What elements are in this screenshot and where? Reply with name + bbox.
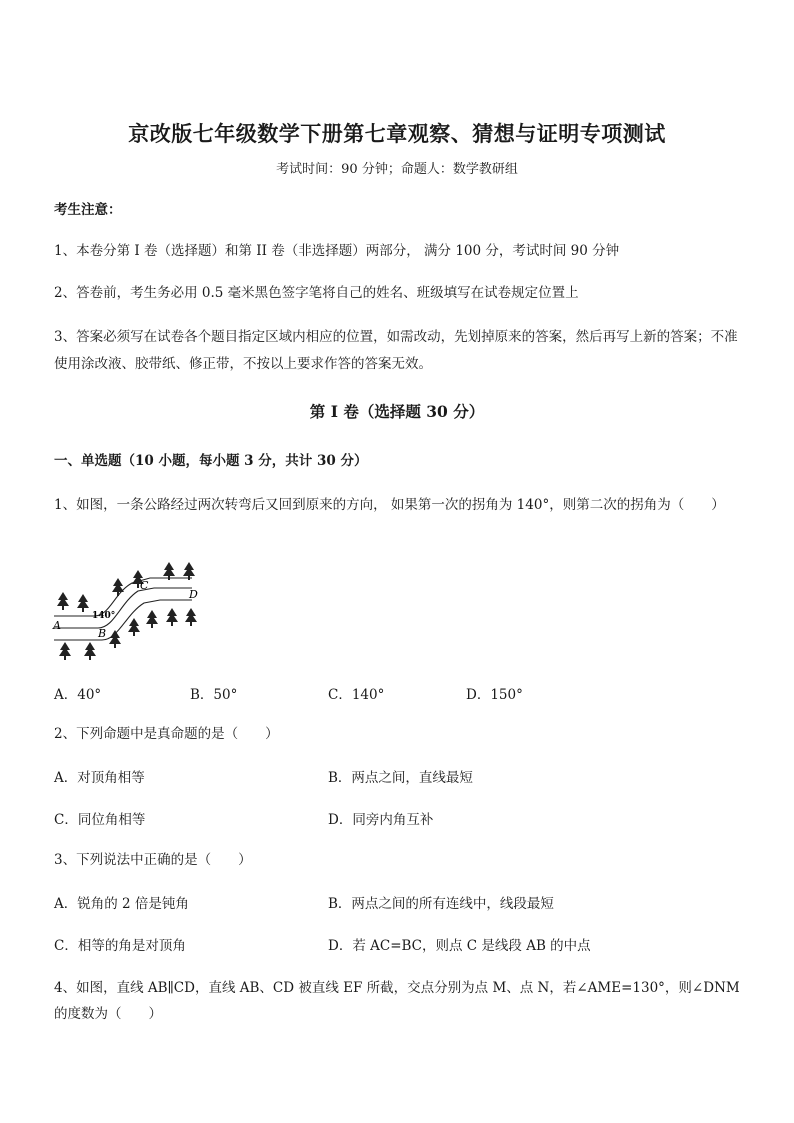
question-4-stem: 4、如图，直线 AB∥CD，直线 AB、CD 被直线 EF 所截，交点分别为点 M、点 N，若∠AME=130°，则∠DNM 的度数为（ ）: [54, 980, 740, 1022]
part-heading: 一、单选题（10 小题，每小题 3 分，共计 30 分）: [54, 453, 368, 469]
road-lines: [54, 578, 192, 640]
q2-option-b: B．两点之间，直线最短: [328, 770, 473, 786]
q1-option-a: A．40°: [54, 687, 102, 703]
notice-item-1: 1、本卷分第 I 卷（选择题）和第 II 卷（非选择题）两部分， 满分 100 分，考试时间 90 分钟: [54, 243, 620, 259]
tree-icons: [57, 562, 197, 660]
q2-option-d: D．同旁内角互补: [328, 812, 434, 828]
page-title: 京改版七年级数学下册第七章观察、猜想与证明专项测试: [128, 121, 666, 146]
q3-option-a: A．锐角的 2 倍是钝角: [54, 896, 189, 912]
question-2-stem: 2、下列命题中是真命题的是（ ）: [54, 726, 279, 742]
figure-label-a: A: [53, 619, 61, 632]
exam-info: 考试时间：90 分钟；命题人：数学教研组: [276, 162, 518, 177]
figure-angle-label: 140°: [92, 611, 116, 621]
notice-item-2: 2、答卷前，考生务必用 0.5 毫米黑色签字笔将自己的姓名、班级填写在试卷规定位置上: [54, 285, 579, 301]
q3-option-b: B．两点之间的所有连线中，线段最短: [328, 896, 554, 912]
q1-option-d: D．150°: [466, 687, 523, 703]
q2-option-a: A．对顶角相等: [54, 770, 145, 786]
question-1-figure: [52, 558, 212, 663]
figure-label-b: B: [98, 627, 107, 640]
figure-label-d: D: [189, 588, 198, 601]
notice-heading: 考生注意：: [54, 202, 122, 218]
question-1-stem: 1、如图，一条公路经过两次转弯后又回到原来的方向， 如果第一次的拐角为 140°，则第二次的拐角为（ ）: [54, 497, 725, 513]
q3-option-d: D．若 AC=BC，则点 C 是线段 AB 的中点: [328, 938, 591, 954]
section-title: 第 I 卷（选择题 30 分）: [309, 402, 485, 421]
q1-option-b: B．50°: [190, 687, 238, 703]
figure-label-c: C: [140, 579, 149, 592]
q2-option-c: C．同位角相等: [54, 812, 146, 828]
q3-option-c: C．相等的角是对顶角: [54, 938, 186, 954]
notice-item-3: 3、答案必须写在试卷各个题目指定区域内相应的位置，如需改动，先划掉原来的答案，然后再写上新的答案；不准使用涂改液、胶带纸、修正带，不按以上要求作答的答案无效。: [54, 329, 738, 372]
q1-option-c: C．140°: [328, 687, 385, 703]
question-3-stem: 3、下列说法中正确的是（ ）: [54, 852, 252, 868]
